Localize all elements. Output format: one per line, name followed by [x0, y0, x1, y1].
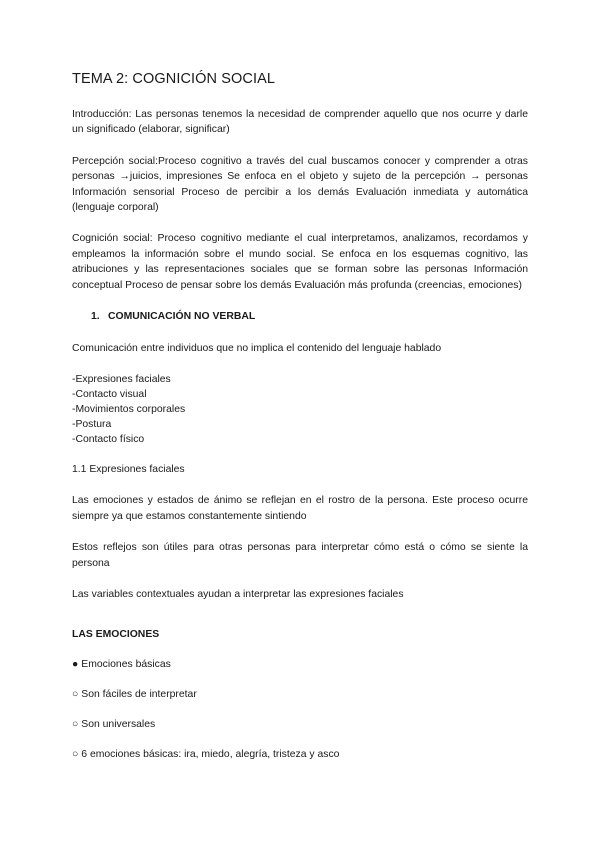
- section-number: 1.: [91, 311, 100, 323]
- bullet-item: [72, 747, 528, 762]
- bullet-text: Son fáciles de interpretar: [81, 688, 197, 700]
- list-item: -Contacto físico: [72, 434, 145, 446]
- list-item: -Postura: [72, 419, 112, 431]
- nonverbal-definition: Comunicación entre individuos que no implica el contenido del lenguaje hablado: [72, 343, 442, 355]
- social-cognition-paragraph: Cognición social: Proceso cognitivo mediante el cual interpretamos, analizamos, recordamos y empleamos la información sobre el mundo social. Se enfoca en los esquemas cognitivo, las atribuciones y las representaciones sociales que se forman sobre las personas Información conceptual Proceso de pensar sobre los demás Evaluación más profunda (creencias, emociones): [72, 233, 528, 291]
- bullet-text: Son universales: [81, 718, 156, 730]
- facial-expressions-paragraph: Las emociones y estados de ánimo se reflejan en el rostro de la persona. Este proceso ocurre siempre ya que estamos constantemente sintiendo: [72, 495, 528, 522]
- bullet-item: [72, 687, 528, 702]
- section-heading-text: COMUNICACIÓN NO VERBAL: [108, 311, 256, 323]
- nonverbal-list: [72, 372, 528, 447]
- subsection-heading: 1.1 Expresiones faciales: [72, 464, 185, 476]
- filled-bullet-icon: ●: [72, 658, 79, 670]
- emotions-heading: LAS EMOCIONES: [72, 628, 160, 640]
- page-title: TEMA 2: COGNICIÓN SOCIAL: [72, 71, 276, 87]
- section-heading-nonverbal: [72, 309, 528, 324]
- intro-paragraph: Introducción: Las personas tenemos la necesidad de comprender aquello que nos ocurre y darle un significado (elaborar, significar): [72, 109, 528, 136]
- hollow-bullet-icon: ○: [72, 748, 79, 760]
- bullet-item: [72, 657, 528, 672]
- hollow-bullet-icon: ○: [72, 718, 79, 730]
- social-perception-paragraph: Percepción social:Proceso cognitivo a través del cual buscamos conocer y comprender a otras personas →juicios, impresiones Se enfoca en el objeto y sujeto de la percepción → personas Información sensorial Proceso de percibir a los demás Evaluación inmediata y automática (lenguaje corporal): [72, 155, 528, 214]
- document-page: [72, 70, 528, 777]
- bullet-text: 6 emociones básicas: ira, miedo, alegría, tristeza y asco: [81, 748, 340, 760]
- bullet-text: Emociones básicas: [81, 658, 171, 670]
- context-variables-paragraph: Las variables contextuales ayudan a interpretar las expresiones faciales: [72, 589, 404, 601]
- list-item: -Movimientos corporales: [72, 404, 186, 416]
- reflexes-paragraph: Estos reflejos son útiles para otras personas para interpretar cómo está o cómo se siente la persona: [72, 542, 528, 569]
- list-item: -Contacto visual: [72, 389, 147, 401]
- list-item: -Expresiones faciales: [72, 374, 171, 386]
- bullet-item: [72, 717, 528, 732]
- hollow-bullet-icon: ○: [72, 688, 79, 700]
